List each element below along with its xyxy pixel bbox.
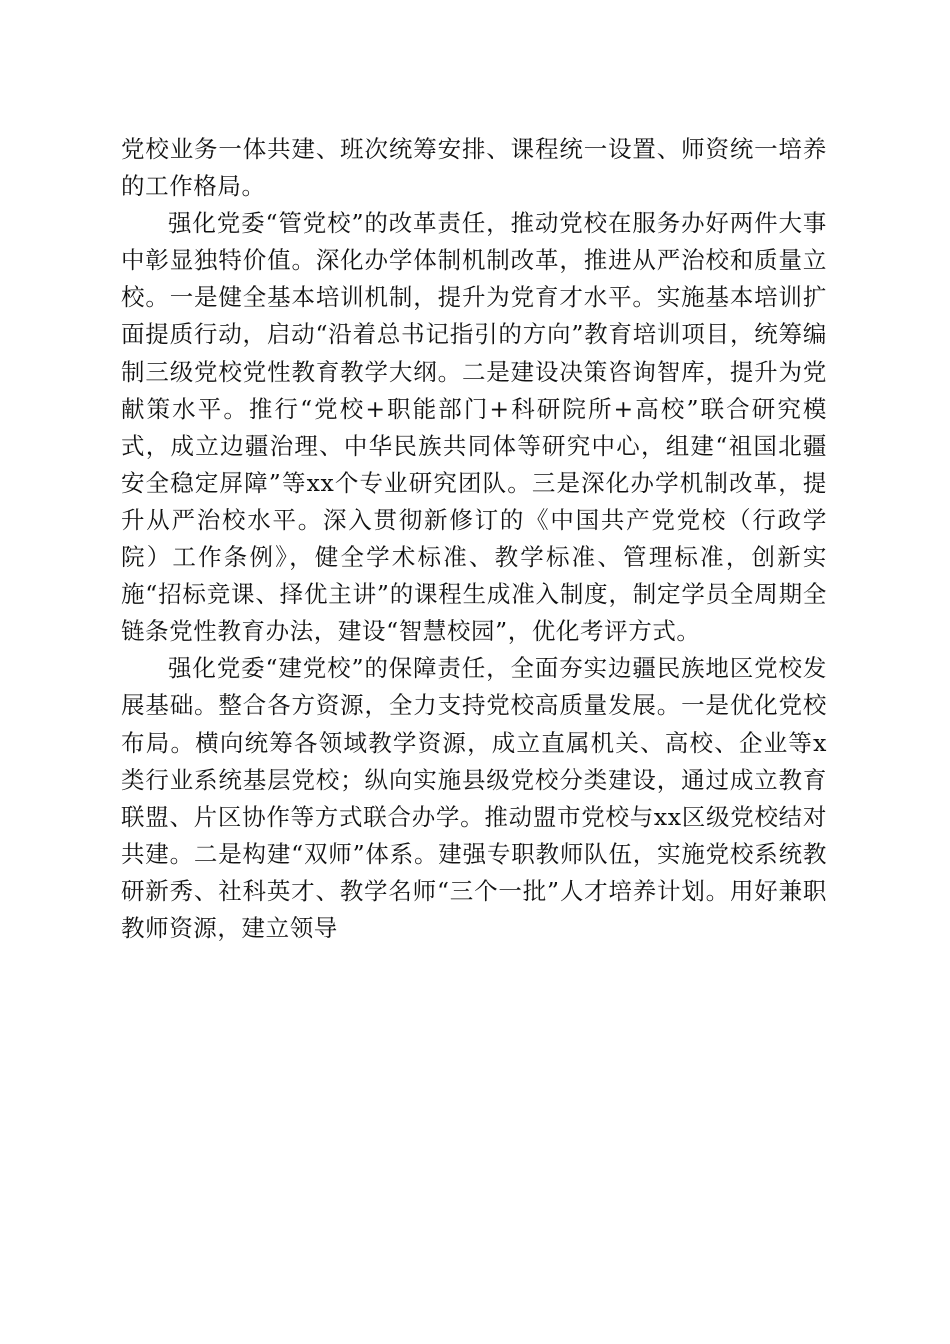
paragraph-continuation: 党校业务一体共建、班次统筹安排、课程统一设置、师资统一培养的工作格局。 xyxy=(121,135,827,201)
paragraph-party-school-reform: 强化党委“管党校”的改革责任，推动党校在服务办好两件大事中彰显独特价值。深化办学体制机制改革，推进从严治校和质量立校。一是健全基本培训机制，提升为党育才水平。实施基本培训扩面提质行动，启动“沿着总书记指引的方向”教育培训项目，统筹编制三级党校党性教育教学大纲。二是建设决策咨询智库，提升为党献策水平。推行“党校+职能部门+科研院所+高校”联合研究模式，成立边疆治理、中华民族共同体等研究中心，组建“祖国北疆安全稳定屏障”等xx个专业研究团队。三是深化办学机制改革，提升从严治校水平。深入贯彻新修订的《中国共产党党校（行政学院）工作条例》，健全学术标准、教学标准、管理标准，创新实施“招标竞课、择优主讲”的课程生成准入制度，制定学员全周期全链条党性教育办法，建设“智慧校园”，优化考评方式。 xyxy=(121,209,827,646)
paragraph-party-school-support: 强化党委“建党校”的保障责任，全面夯实边疆民族地区党校发展基础。整合各方资源，全力支持党校高质量发展。一是优化党校布局。横向统筹各领域教学资源，成立直属机关、高校、企业等x类行业系统基层党校；纵向实施县级党校分类建设，通过成立教育联盟、片区协作等方式联合办学。推动盟市党校与xx区级党校结对共建。二是构建“双师”体系。建强专职教师队伍，实施党校系统教研新秀、社科英才、教学名师“三个一批”人才培养计划。用好兼职教师资源，建立领导 xyxy=(121,654,827,942)
document-body xyxy=(121,131,827,947)
